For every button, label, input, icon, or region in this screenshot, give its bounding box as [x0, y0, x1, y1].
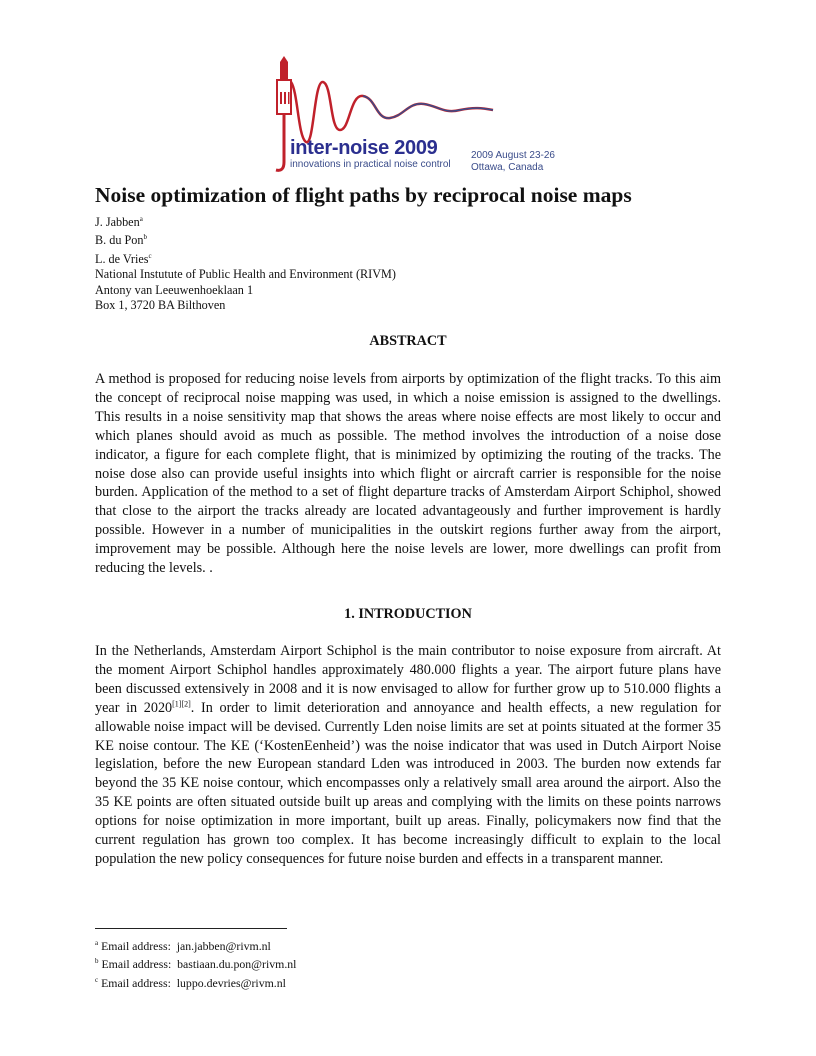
footnote: $^c$ Email address: luppo.devries@rivm.nl: [95, 975, 286, 990]
email-link[interactable]: luppo.devries@rivm.nl: [176, 975, 286, 990]
author: L. de Vries$^c$: [95, 251, 152, 266]
conference-name: inter-noise 2009: [290, 137, 438, 159]
logo-tower-top: [280, 56, 288, 80]
affiliation-line: Box 1, 3720 BA Bilthoven: [95, 298, 226, 313]
paper-title: Noise optimization of flight paths by reciprocal noise maps: [95, 183, 632, 207]
reference-citation[interactable]: [1][2]: [172, 698, 191, 708]
conference-date: 2009 August 23-26: [471, 150, 555, 161]
conference-date-location: [471, 150, 555, 174]
author-block: [95, 212, 396, 314]
author-mark: c: [148, 251, 152, 260]
conference-location: Ottawa, Canada: [471, 162, 544, 173]
author: J. Jabben$^a$: [95, 215, 143, 230]
email-link[interactable]: bastiaan.du.pon@rivm.nl: [177, 957, 297, 972]
footnote: $^b$ Email address: bastiaan.du.pon@rivm.nl: [95, 957, 297, 972]
email-link[interactable]: jan.jabben@rivm.nl: [176, 938, 271, 953]
affiliation-line: National Instutute of Public Health and Environment (RIVM): [95, 267, 396, 282]
abstract-heading: ABSTRACT: [369, 333, 447, 349]
introduction-heading: 1. INTRODUCTION: [344, 606, 472, 622]
footnotes: [95, 936, 296, 991]
logo-wave-red: [291, 82, 493, 142]
author-mark: b: [143, 233, 147, 242]
author-mark: a: [139, 215, 143, 223]
introduction-text: In the Netherlands, Amsterdam Airport Schiphol is the main contributor to noise exposure from aircraft. At the moment Airport Schiphol handles approximately 480.000 flights a year. The airport future plans have been discussed extensively in 2008 and it is now envisaged to allow for further grow up to 510.000 flights a year in 2020[1][2]. In order to limit deterioration and annoyance and health effects, a new regulation for allowable noise impact will be devised. Currently Lden noise limits are set at points situated at the former 35 KE noise contour. The KE (‘KostenEenheid’) was the noise indicator that was used in Dutch Airport Noise legislation, before the new European standard Lden was introduced in 2003. The burden now extends far beyond the 35 KE noise contour, which encompasses only a relatively small area around the airport. Also the 35 KE points are often situated outside built up areas and complying with the limits on these points narrows options for noise optimization in more important, built up areas. Finally, policymakers now find that the current regulation has grown too complex. It has become increasingly difficult to explain to the local population the new policy consequences for future noise burden and effects in a transparent manner.: [95, 643, 721, 867]
conference-logo: [268, 52, 568, 177]
author: B. du Pon$^b$: [95, 233, 147, 248]
affiliation-line: Antony van Leeuwenhoeklaan 1: [95, 282, 254, 297]
footnote: $^a$ Email address: jan.jabben@rivm.nl: [95, 938, 271, 953]
abstract-text: A method is proposed for reducing noise levels from airports by optimization of the flight tracks. To this aim the concept of reciprocal noise mapping was used, in which a noise emission is assigned to the dwellings. This results in a noise sensitivity map that shows the areas where noise effects are most likely to occur and which planes should avoid as much as possible. The method involves the introduction of a noise dose indicator, a figure for each complete flight, that is minimized by optimizing the routing of the tracks. The noise dose also can provide useful insights into which flight or aircraft carrier is responsible for the noise burden. Application of the method to a set of flight departure tracks of Amsterdam Airport Schiphol, showed that close to the airport the tracks already are located advantageously and further improvement is hardly possible. However in a number of municipalities in the outskirt regions further away from the airport, improvement may be possible. Although here the noise levels are lower, more dwellings can profit from reducing the levels. .: [95, 371, 721, 577]
footnote-divider: [95, 928, 287, 929]
logo-j-stroke: [276, 114, 284, 170]
conference-tagline: innovations in practical noise control: [290, 159, 451, 170]
